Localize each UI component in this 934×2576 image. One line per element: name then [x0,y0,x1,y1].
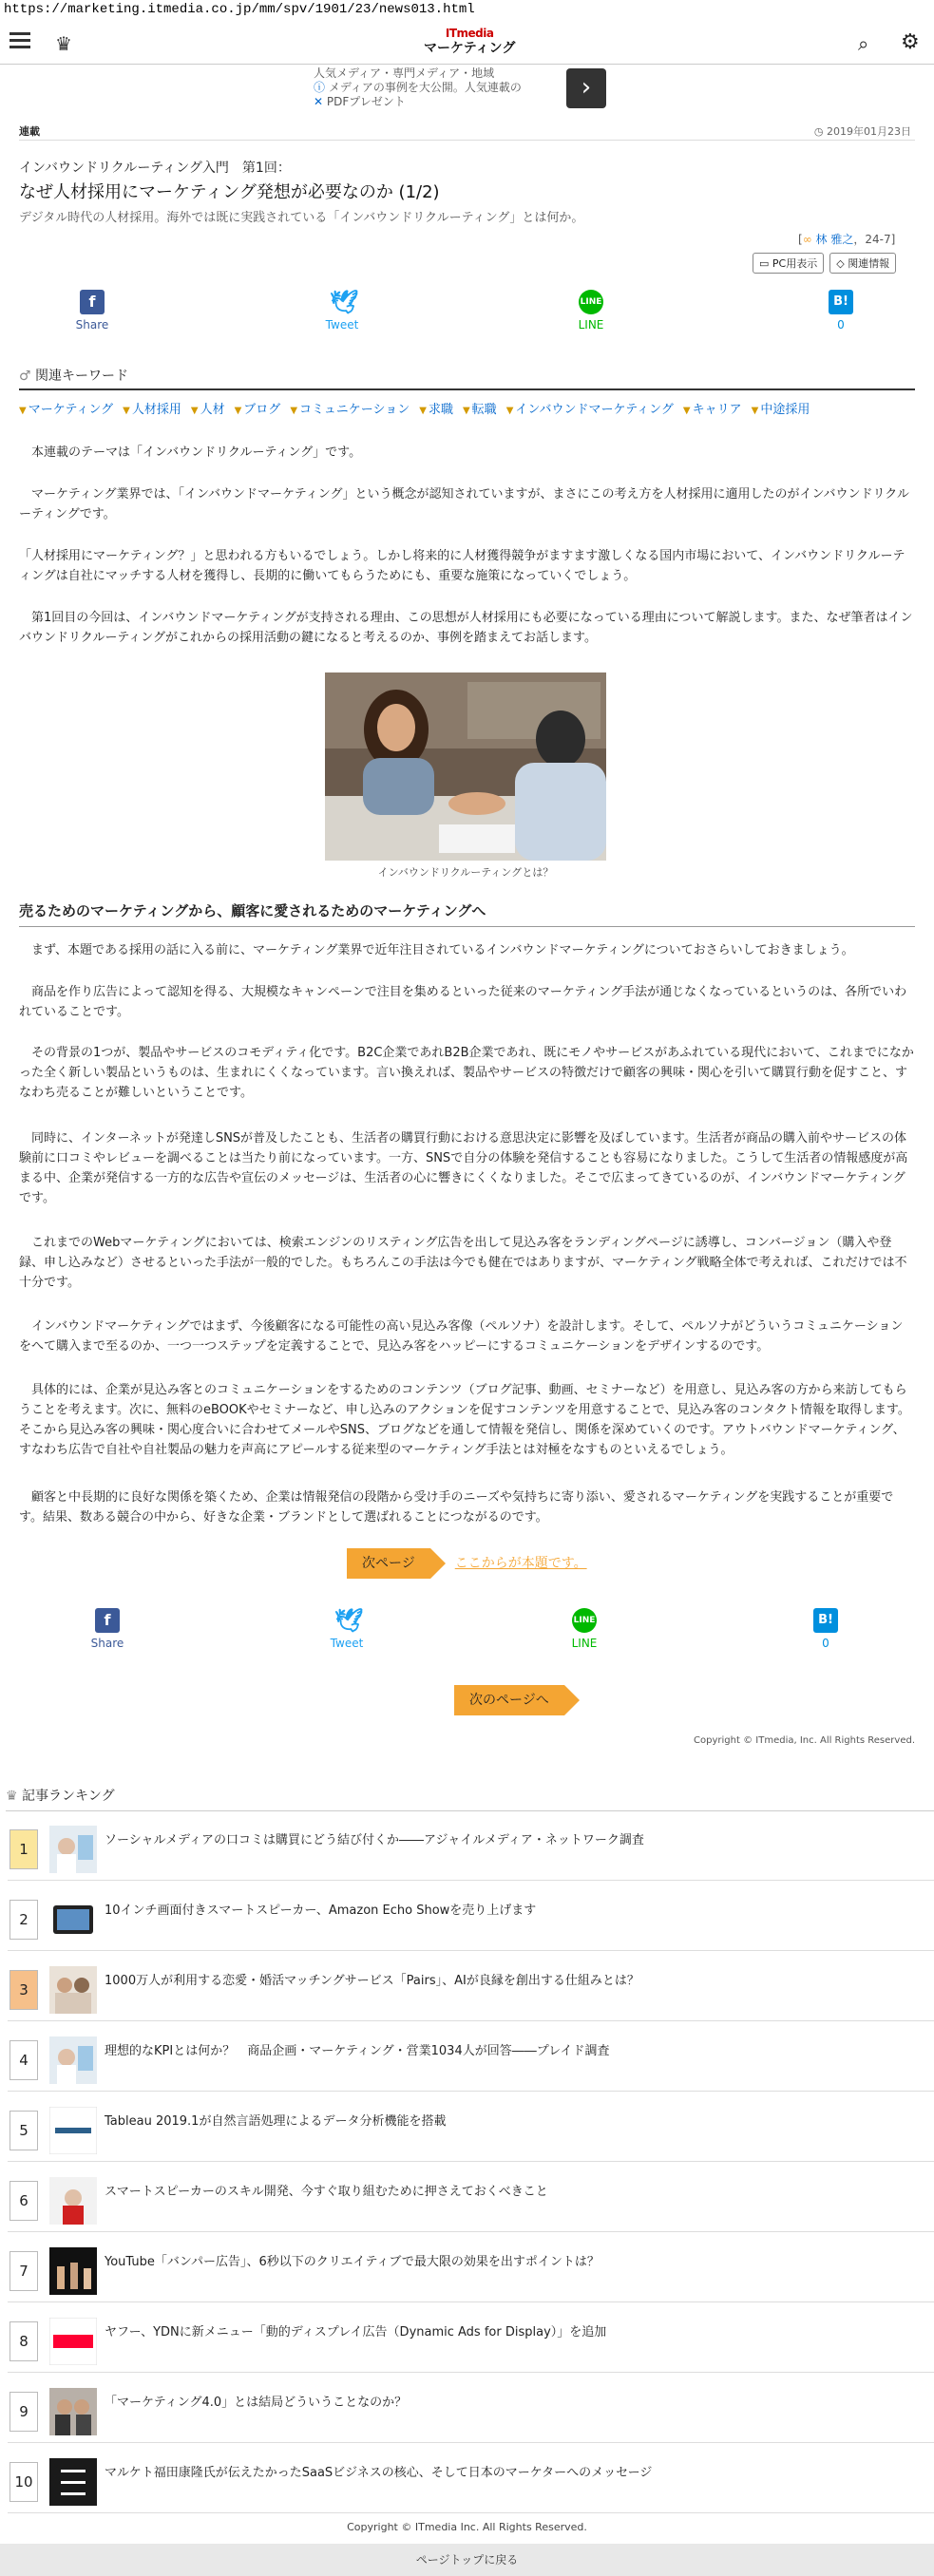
line-icon: LINE [579,290,603,314]
hatena-share[interactable]: B! 0 [798,290,884,331]
twitter-share[interactable]: 🕊 Tweet [325,289,359,331]
next-page-button[interactable]: 次のページへ [454,1685,564,1715]
rank-thumbnail [49,2388,97,2435]
keyword-link[interactable]: ▼ マーケティング [19,403,113,417]
rank-title: スマートスピーカーのスキル開発、今すぐ取り組むために押さえておくべきこと [105,2185,548,2199]
twitter-icon: 🕊 [334,1607,364,1634]
photo-caption: インバウンドリクルーティングとは？ [377,866,554,879]
rank-thumbnail [49,2458,97,2506]
rank-thumbnail [49,1896,97,1943]
ranking-item[interactable] [8,1885,934,1951]
rank-number: 5 [10,2111,38,2150]
rank-number: 10 [10,2462,38,2502]
site-header [0,21,934,65]
share-bar-top [0,290,934,347]
ranking-item[interactable] [8,2025,934,2092]
rank-title: YouTube「バンパー広告」、6秒以下のクリエイティブで最大限の効果を出すポイントは？ [105,2255,600,2269]
logo-itmedia: ITmedia [445,27,494,40]
section-heading: 売るためのマーケティングから、顧客に愛されるためのマーケティングへ [19,900,915,927]
article-paragraph: 同時に、インターネットが発達しSNSが普及したことも、生活者の購買行動における意思決定に影響を及ぼしています。生活者が商品の購入前やサービスの体験前に口コミやレビューを調べることは当たり前になっています。一方、SNSで自分の体験を発信することも容易になりました。こうして生活者の情報感度が高まる中、企業が発信する一方的な広告や宣伝のメッセージは、生活者の心に響きにくくなりました。そこで広まってきているのが、インバウンドマーケティングです。 [19,1131,908,1205]
rank-number: 7 [10,2251,38,2291]
rank-number: 1 [10,1829,38,1869]
article-paragraph: 「人材採用にマーケティング？」と思われる方もいるでしょう。しかし将来的に人材獲得競争がますます激しくなる国内市場において、インバウンドリクルーティングは自社にマッチする人材を獲得し、長期的に働いてもらうためにも、重要な施策になっていくでしょう。 [19,549,905,583]
back-to-top-button[interactable]: ページトップに戻る [0,2544,934,2576]
keyword-link[interactable]: ▼ 求職 [419,403,453,417]
keyword-link[interactable]: ▼ 人材 [191,403,225,417]
category-label: 連載 [19,125,40,138]
rank-title: 理想的なKPIとは何か？ 商品企画・マーケティング・営業1034人が回答――プレイド調査 [105,2044,610,2058]
publish-date: ◷ 2019年01月23日 [813,125,911,138]
promo-line-3: ✕ PDFプレゼント [314,95,406,108]
logo-marketing: マーケティング [424,41,516,56]
article-paragraph: その背景の1つが、製品やサービスのコモディティ化です。B2C企業であれB2B企業であれ、既にモノやサービスがあふれている現代において、これまでになかった全く新しい製品というものは、生まれにくくなっています。言い換えれば、製品やサービスの特徴だけで顧客の興味・関心を引いて購買行動を促すこと、すなわち売ることが難しいということです。 [19,1046,914,1100]
promo-line-1: 人気メディア・専門メディア・地域 [314,66,495,80]
pc-view-button[interactable]: ▭ PC用表示 [753,253,824,274]
rank-thumbnail [49,1826,97,1873]
rank-thumbnail [49,2107,97,2154]
article-paragraph: 本連載のテーマは「インバウンドリクルーティング」です。 [19,445,362,460]
ranking-item[interactable] [8,2447,934,2513]
keywords-list [19,399,915,417]
ranking-item[interactable] [8,1955,934,2021]
twitter-icon: 🕊 [330,289,359,315]
next-page-row-bottom [454,1685,564,1715]
twitter-share[interactable]: 🕊 Tweet [330,1607,364,1650]
rank-number: 2 [10,1900,38,1940]
article-paragraph: 商品を作り広告によって認知を得る、大規模なキャンペーンで注目を集めるといった従来のマーケティング手法が通じなくなっているというのは、各所でいわれていることです。 [19,985,907,1019]
hatena-share[interactable]: B! 0 [783,1608,868,1650]
address-bar-url[interactable]: https://marketing.itmedia.co.jp/mm/spv/1901/23/news013.html [4,2,475,17]
rank-title: マルケト福田康隆氏が伝えたかったSaaSビジネスの核心、そして日本のマーケターへのメッセージ [105,2466,653,2480]
author-link[interactable]: 林 雅之 [815,233,854,246]
footer-copyright: Copyright © ITmedia Inc. All Rights Reserved. [347,2521,587,2533]
rank-title: ソーシャルメディアの口コミは購買にどう結び付くか――アジャイルメディア・ネットワーク調査 [105,1833,644,1847]
article-photo [325,672,606,861]
promo-banner[interactable] [314,66,608,109]
keyword-link[interactable]: ▼ キャリア [683,403,742,417]
article-paragraph: まず、本題である採用の話に入る前に、マーケティング業界で近年注目されているインバウンドマーケティングについておさらいしておきましょう。 [19,943,854,957]
line-icon: LINE [572,1608,597,1633]
facebook-share[interactable]: f Share [49,290,135,331]
ranking-item[interactable] [8,1814,934,1881]
view-buttons [747,253,896,274]
ranking-item[interactable] [8,2166,934,2232]
ranking-item[interactable] [8,2095,934,2162]
promo-arrow-button[interactable]: › [566,68,606,108]
article-paragraph: 顧客と中長期的に良好な関係を築くため、企業は情報発信の段階から受け手のニーズや気持ちに寄り添い、愛されるマーケティングを実践することが重要です。結果、数ある競合の中から、好きな企業・ブランドとして選ばれることにつながるのです。 [19,1490,894,1525]
promo-line-2: ⓘ メディアの事例を大公開。人気連載の [314,81,522,94]
article-paragraph: 第1回目の今回は、インバウンドマーケティングが支持される理由、この思想が人材採用にも必要になっている理由について解説します。また、なぜ筆者はインバウンドリクルーティングがこれからの採用活動の鍵になると考えるのか、事例を踏まえてお話します。 [19,611,913,645]
keyword-link[interactable]: ▼ 転職 [463,403,497,417]
ranking-item[interactable] [8,2306,934,2373]
next-page-link[interactable]: ここからが本題です。 [454,1556,587,1571]
rank-title: 10インチ画面付きスマートスピーカー、Amazon Echo Showを売り上げます [105,1904,537,1918]
article-subtitle: デジタル時代の人材採用。海外では既に実践されている「インバウンドリクルーティング」とは何か。 [19,211,584,225]
article-paragraph: 具体的には、企業が見込み客とのコミュニケーションをするためのコンテンツ（ブログ記事、動画、セミナーなど）を用意し、見込み客の方から来訪してもらうことを考えます。次に、無料のeBOOKやセミナーなど、申し込みのアクションを促すコンテンツを用意することで、見込み客のコンタクト情報を取得します。そこから見込み客の興味・関心度合いに合わせてメールやSNS、ブログなどを通して情報を発信し、関係を深めていくのです。アウトバウンドマーケティング、すなわち広告で自社や自社製品の魅力を声高にアピールする従来型のマーケティング手法とは対極をなすものといえるでしょう。 [19,1383,910,1457]
next-page-button[interactable]: 次ページ [347,1548,430,1579]
facebook-share[interactable]: f Share [65,1608,150,1650]
category-bar [19,122,915,141]
facebook-icon: f [80,290,105,314]
keyword-link[interactable]: ▼ コミュニケーション [290,403,410,417]
rank-number: 4 [10,2040,38,2080]
hatena-icon: B! [813,1608,838,1633]
rank-number: 6 [10,2181,38,2221]
keyword-link[interactable]: ▼ インバウンドマーケティング [506,403,674,417]
hatena-icon: B! [829,290,853,314]
line-share[interactable]: LINE LINE [542,1608,627,1650]
article-copyright: Copyright © ITmedia, Inc. All Rights Reserved. [694,1735,915,1746]
series-label: インバウンドリクルーティング入門 第1回： [19,161,291,176]
rank-number: 8 [10,2321,38,2361]
menu-icon[interactable] [10,32,30,49]
ranking-item[interactable] [8,2236,934,2302]
share-bar-bottom [0,1608,934,1665]
ranking-item[interactable] [8,2377,934,2443]
rank-title: 「マーケティング4.0」とは結局どういうことなのか？ [105,2396,408,2410]
rank-number: 9 [10,2392,38,2432]
facebook-icon: f [95,1608,120,1633]
related-info-button[interactable]: ◇ 関連情報 [829,253,896,274]
article-paragraph: マーケティング業界では、「インバウンドマーケティング」という概念が認知されていますが、まさにこの考え方を人材採用に適用したのがインバウンドリクルーティングです。 [19,487,909,521]
gear-icon[interactable]: ⚙ [901,30,920,54]
keyword-link[interactable]: ▼ ブログ [235,403,281,417]
keyword-link[interactable]: ▼ 中途採用 [752,403,810,417]
search-icon[interactable]: ⌕ [858,32,869,55]
rank-title: 1000万人が利用する恋愛・婚活マッチングサービス「Pairs」、AIが良縁を創出する仕組みとは？ [105,1974,639,1988]
article-title: なぜ人材採用にマーケティング発想が必要なのか (1/2) [19,182,440,202]
site-logo[interactable] [424,27,515,57]
rank-number: 3 [10,1970,38,2010]
line-share[interactable]: LINE LINE [548,290,634,331]
keyword-link[interactable]: ▼ 人材採用 [123,403,181,417]
rank-title: ヤフー、YDNに新メニュー「動的ディスプレイ広告（Dynamic Ads for Display）」を追加 [105,2325,607,2339]
next-page-row [347,1548,587,1579]
rank-thumbnail [49,2036,97,2084]
article-paragraph: これまでのWebマーケティングにおいては、検索エンジンのリスティング広告を出して見込み客をランディングページに誘導し、コンバージョン（購入や登録、申し込みなど）させるといった手法が一般的でした。もちろんこの手法は今でも健在ではありますが、マーケティング戦略全体で考えれば、これだけでは不十分です。 [19,1236,907,1290]
ranking-heading: ♛ 記事ランキング [6,1786,934,1811]
rank-thumbnail [49,1966,97,2014]
rank-thumbnail [49,2318,97,2365]
author-byline: [∞ 林 雅之，24-7] [798,233,896,246]
rank-thumbnail [49,2177,97,2225]
keywords-heading: ♂ 関連キーワード [19,366,915,390]
rank-thumbnail [49,2247,97,2295]
rank-title: Tableau 2019.1が自然言語処理によるデータ分析機能を搭載 [105,2114,447,2129]
crown-icon[interactable]: ♛ [55,32,72,55]
article-paragraph: インバウンドマーケティングではまず、今後顧客になる可能性の高い見込み客像（ペルソナ）を設計します。そして、ペルソナがどういうコミュニケーションをへて購入まで至るのか、一つ一つステップを定義することで、見込み客をハッピーにするコミュニケーションをデザインするのです。 [19,1319,904,1354]
